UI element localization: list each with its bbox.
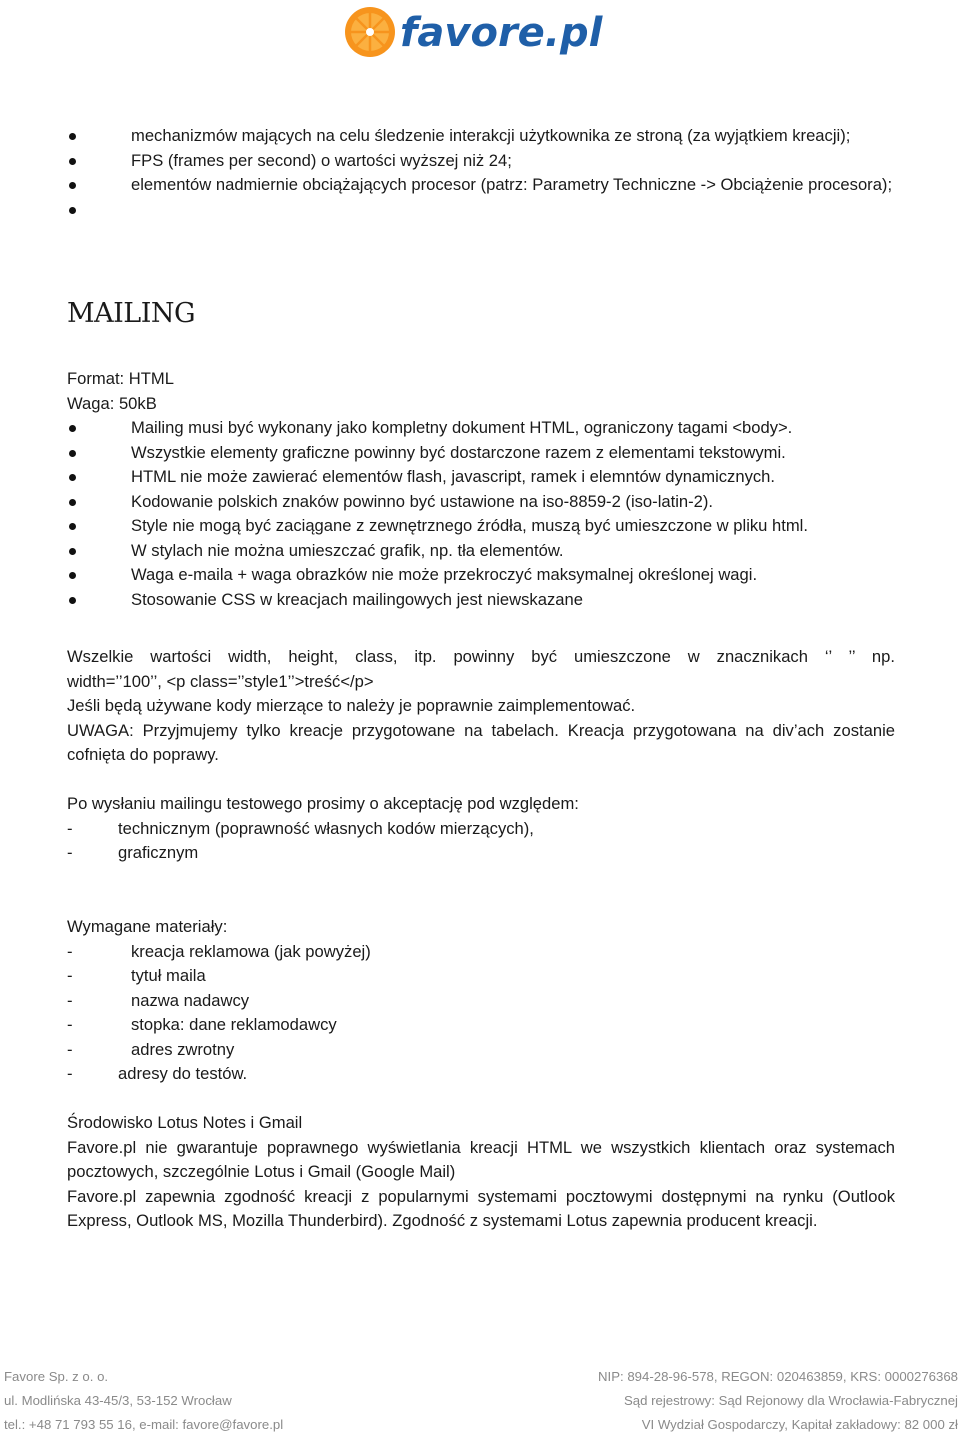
- list-item: W stylach nie można umieszczać grafik, np. tła elementów.: [67, 539, 895, 564]
- acceptance-intro: Po wysłaniu mailingu testowego prosimy o akceptację pod względem:: [67, 794, 579, 813]
- mailing-bullet-list: [67, 416, 895, 612]
- list-item: Wszystkie elementy graficzne powinny być dostarczone razem z elementami tekstowymi.: [67, 441, 895, 466]
- list-item: mechanizmów mających na celu śledzenie interakcji użytkownika ze stroną (za wyjątkiem kreacji);: [67, 124, 895, 149]
- section-heading-mailing: MAILING: [67, 298, 196, 329]
- footer-court: Sąd rejestrowy: Sąd Rejonowy dla Wrocławia-Fabrycznej: [624, 1393, 958, 1408]
- footer-contact: tel.: +48 71 793 55 16, e-mail: favore@favore.pl: [4, 1417, 284, 1432]
- materials-section: [67, 915, 895, 1087]
- footer-registration-info: [598, 1365, 958, 1437]
- footer-address: ul. Modlińska 43-45/3, 53-152 Wrocław: [4, 1393, 232, 1408]
- list-item: - stopka: dane reklamodawcy: [67, 1015, 337, 1034]
- lotus-paragraph-2: Favore.pl zapewnia zgodność kreacji z popularnymi systemami pocztowymi dostępnymi na rynku (Outlook Express, Outlook MS, Mozilla Thunderbird). Zgodność z systemami Lotus zapewnia producent kreacji.: [67, 1186, 895, 1230]
- acceptance-list: [67, 817, 895, 866]
- note-example: width=’’100’’, <p class=’’style1’’>treść</p>: [67, 671, 374, 691]
- list-item: - graficznym: [67, 843, 199, 862]
- materials-list: [67, 940, 895, 1063]
- footer-company-info: [4, 1365, 283, 1437]
- acceptance-section: [67, 792, 895, 866]
- list-item: FPS (frames per second) o wartości wyższej niż 24;: [67, 149, 895, 174]
- lotus-title: Środowisko Lotus Notes i Gmail: [67, 1113, 303, 1132]
- list-item: Style nie mogą być zaciągane z zewnętrznego źródła, muszą być umieszczone w pliku html.: [67, 514, 895, 539]
- list-item: - tytuł maila: [67, 966, 206, 985]
- footer-company-name: Favore Sp. z o. o.: [4, 1369, 109, 1384]
- orange-slice-icon: [342, 4, 632, 60]
- footer-capital: VI Wydział Gospodarczy, Kapitał zakładowy: 82 000 zł: [641, 1417, 958, 1432]
- list-item: HTML nie może zawierać elementów flash, javascript, ramek i elemntów dynamicznych.: [67, 465, 895, 490]
- list-item: - adresy do testów.: [67, 1064, 248, 1083]
- page-footer: [0, 1365, 960, 1437]
- list-item: - kreacja reklamowa (jak powyżej): [67, 941, 371, 961]
- logo-text: favore.pl: [400, 10, 603, 56]
- note-width-height: Wszelkie wartości width, height, class, itp. powinny być umieszczone w znacznikach ‘’ ’’ np.: [67, 647, 895, 666]
- top-bullet-list: [67, 124, 895, 222]
- format-line: Format: HTML: [67, 369, 174, 388]
- mailing-notes: [67, 645, 895, 768]
- list-item: elementów nadmiernie obciążających procesor (patrz: Parametry Techniczne -> Obciążenie procesora);: [67, 173, 895, 198]
- list-item: - adres zwrotny: [67, 1039, 235, 1059]
- footer-tax-ids: NIP: 894-28-96-578, REGON: 020463859, KRS: 0000276368: [598, 1369, 958, 1384]
- lotus-section: [67, 1111, 895, 1234]
- lotus-paragraph-1: Favore.pl nie gwarantuje poprawnego wyświetlania kreacji HTML we wszystkich klientach oraz systemach pocztowych, szczególnie Lotus i Gmail (Google Mail): [67, 1137, 895, 1181]
- list-item: Kodowanie polskich znaków powinno być ustawione na iso-8859-2 (iso-latin-2).: [67, 490, 895, 515]
- note-measuring-codes: Jeśli będą używane kody mierzące to należy je poprawnie zaimplementować.: [67, 696, 636, 715]
- list-item: Waga e-maila + waga obrazków nie może przekroczyć maksymalnej określonej wagi.: [67, 563, 895, 588]
- list-item: - technicznym (poprawność własnych kodów mierzących),: [67, 818, 534, 838]
- weight-line: Waga: 50kB: [67, 393, 157, 413]
- list-item-empty: [67, 198, 895, 223]
- list-item: - nazwa nadawcy: [67, 990, 250, 1010]
- list-item: Mailing musi być wykonany jako kompletny dokument HTML, ograniczony tagami <body>.: [67, 416, 895, 441]
- mailing-specs: [67, 367, 895, 612]
- favore-logo: [342, 4, 632, 60]
- materials-title: Wymagane materiały:: [67, 917, 228, 936]
- materials-list-last: [67, 1062, 895, 1087]
- list-item: Stosowanie CSS w kreacjach mailingowych jest niewskazane: [67, 588, 895, 613]
- note-warning: UWAGA: Przyjmujemy tylko kreacje przygotowane na tabelach. Kreacja przygotowana na div’ach zostanie cofnięta do poprawy.: [67, 720, 895, 764]
